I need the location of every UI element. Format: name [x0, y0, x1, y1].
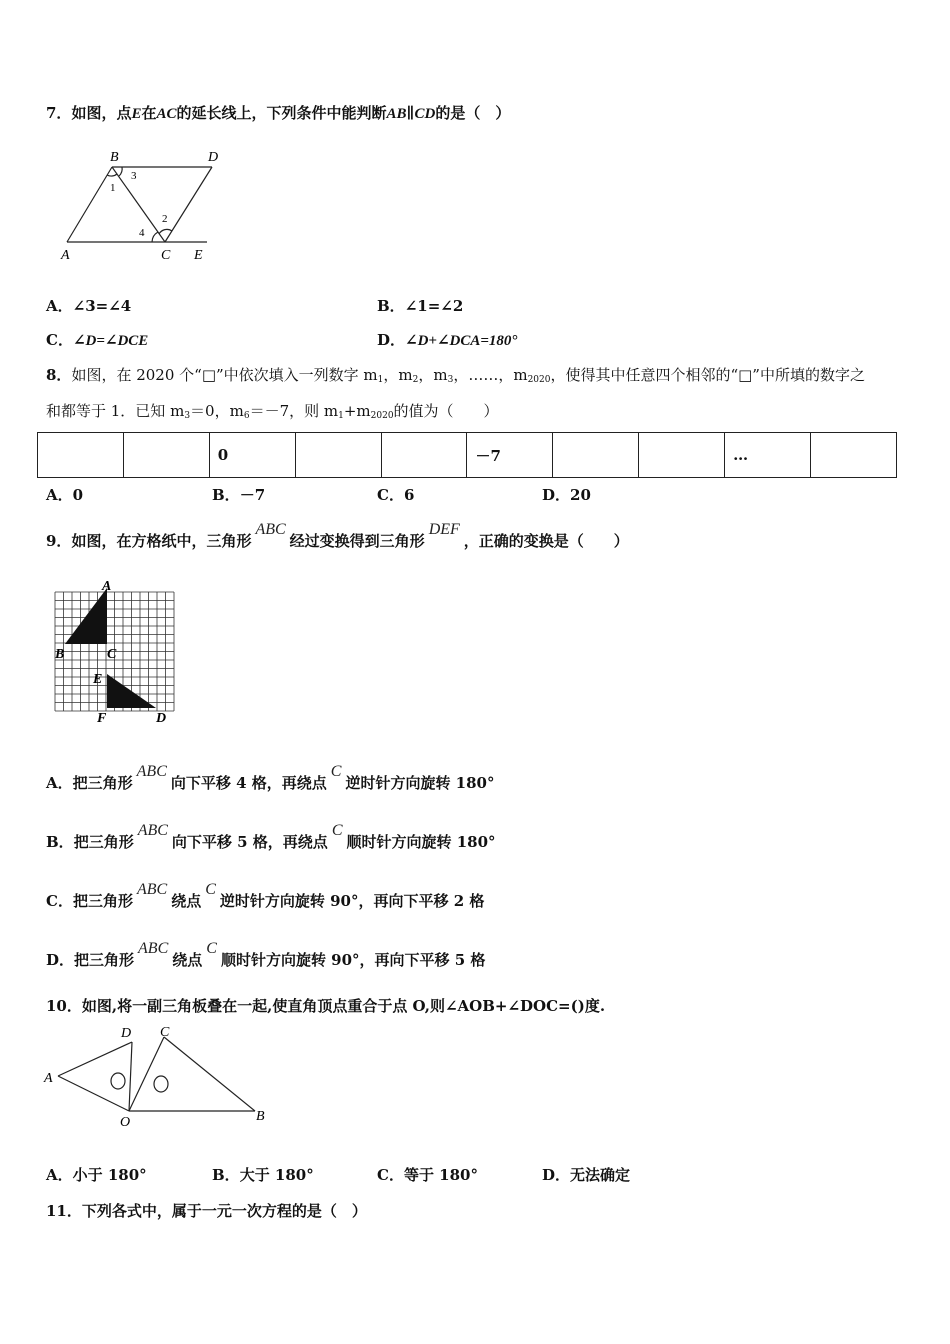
line-CB: [164, 1037, 255, 1111]
q8-stem-line2: 和都等于 1．已知 $m_3=0$，$m_6=-7$，则 $m_1+m_{2020}$的值为（ ）: [46, 402, 499, 421]
q10-figure: [42, 1022, 277, 1132]
label-D: D: [208, 150, 219, 165]
line-AB: [67, 167, 112, 242]
seq-cell-10: [811, 433, 897, 478]
triangle-ABC: [65, 588, 107, 644]
q9-option-d[interactable]: D．把三角形ABC绕点C顺时针方向旋转 90°，再向下平移 5 格: [46, 940, 486, 969]
q7-option-d[interactable]: D．∠D+∠DCA=180°: [377, 331, 518, 349]
label-2: 2: [162, 213, 168, 225]
label-C: C: [161, 248, 171, 263]
q8-stem-line1: 8．如图，在 2020 个“□”中依次填入一列数字 $m_1$，$m_2$，$m_3$，……，$m_{2020}$，使得其中任意四个相邻的“□”中所填的数字之: [46, 366, 865, 385]
label-4: 4: [139, 227, 145, 239]
q9-stem: 9．如图，在方格纸中，三角形ABC经过变换得到三角形DEF，正确的变换是（ ）: [46, 521, 629, 550]
q10-option-b[interactable]: B．大于 180°: [212, 1166, 314, 1184]
seq-cell-3: 0: [209, 433, 295, 478]
line-AO: [58, 1076, 129, 1111]
q7-option-c[interactable]: C．∠D=∠DCE: [46, 331, 149, 349]
arc-1: [107, 174, 117, 176]
seq-cell-2: [123, 433, 209, 478]
label-D: D: [121, 1026, 132, 1041]
q10-option-c[interactable]: C．等于 180°: [377, 1166, 478, 1184]
label-O: O: [120, 1115, 131, 1130]
line-DO: [129, 1042, 132, 1111]
arc-4: [152, 232, 158, 242]
label-A: A: [44, 1071, 53, 1086]
label-F: F: [97, 711, 107, 726]
q11-stem: 11．下列各式中，属于一元一次方程的是（ ）: [46, 1202, 367, 1220]
line-CO: [129, 1037, 164, 1111]
q10-number: 10．: [46, 997, 82, 1015]
label-B: B: [256, 1109, 265, 1124]
seq-cell-7: [553, 433, 639, 478]
label-C: C: [107, 647, 117, 662]
label-B: B: [55, 647, 65, 662]
q8-option-c[interactable]: C．6: [377, 486, 415, 504]
label-A: A: [61, 248, 70, 263]
q7-number: 7．: [46, 104, 72, 122]
label-1: 1: [110, 182, 116, 194]
q7-stem: 7．如图，点E在AC的延长线上，下列条件中能判断AB∥CD的是（ ）: [46, 104, 511, 122]
q7-figure: [55, 145, 225, 270]
q9-grid-figure: [47, 578, 182, 726]
q9-option-b[interactable]: B．把三角形ABC向下平移 5 格，再绕点C顺时针方向旋转 180°: [46, 822, 496, 851]
q7-option-b[interactable]: B．∠1=∠2: [377, 297, 464, 315]
label-E: E: [194, 248, 203, 263]
label-B: B: [110, 150, 119, 165]
label-3: 3: [131, 170, 137, 182]
q10-option-d[interactable]: D．无法确定: [542, 1166, 631, 1184]
q8-sequence-table: [37, 432, 897, 478]
line-AD: [58, 1042, 132, 1076]
hole-right: [154, 1076, 168, 1092]
seq-cell-4: [295, 433, 381, 478]
label-E: E: [93, 672, 103, 687]
q10-stem: 10．如图,将一副三角板叠在一起,使直角顶点重合于点 O,则∠AOB+∠DOC=()度.: [46, 997, 606, 1015]
seq-cell-6: －7: [467, 433, 553, 478]
table-row: [38, 433, 897, 478]
q11-number: 11．: [46, 1202, 82, 1220]
q9-option-a[interactable]: A．把三角形ABC向下平移 4 格，再绕点C逆时针方向旋转 180°: [46, 763, 495, 792]
seq-cell-8: [639, 433, 725, 478]
seq-cell-5: [381, 433, 467, 478]
q8-option-b[interactable]: B．－7: [212, 486, 266, 504]
arc-3: [119, 167, 122, 176]
label-D: D: [156, 711, 167, 726]
q9-option-c[interactable]: C．把三角形ABC绕点C逆时针方向旋转 90°，再向下平移 2 格: [46, 881, 485, 910]
label-C: C: [160, 1025, 170, 1040]
q9-number: 9．: [46, 532, 72, 550]
label-A: A: [102, 579, 112, 594]
q10-option-a[interactable]: A．小于 180°: [46, 1166, 147, 1184]
hole-left: [111, 1073, 125, 1089]
q8-number: 8．: [46, 366, 72, 384]
q7-option-a[interactable]: A．∠3=∠4: [46, 297, 132, 315]
q8-option-d[interactable]: D．20: [542, 486, 591, 504]
q8-option-a[interactable]: A．0: [46, 486, 84, 504]
seq-cell-1: [38, 433, 124, 478]
seq-cell-9: …: [725, 433, 811, 478]
